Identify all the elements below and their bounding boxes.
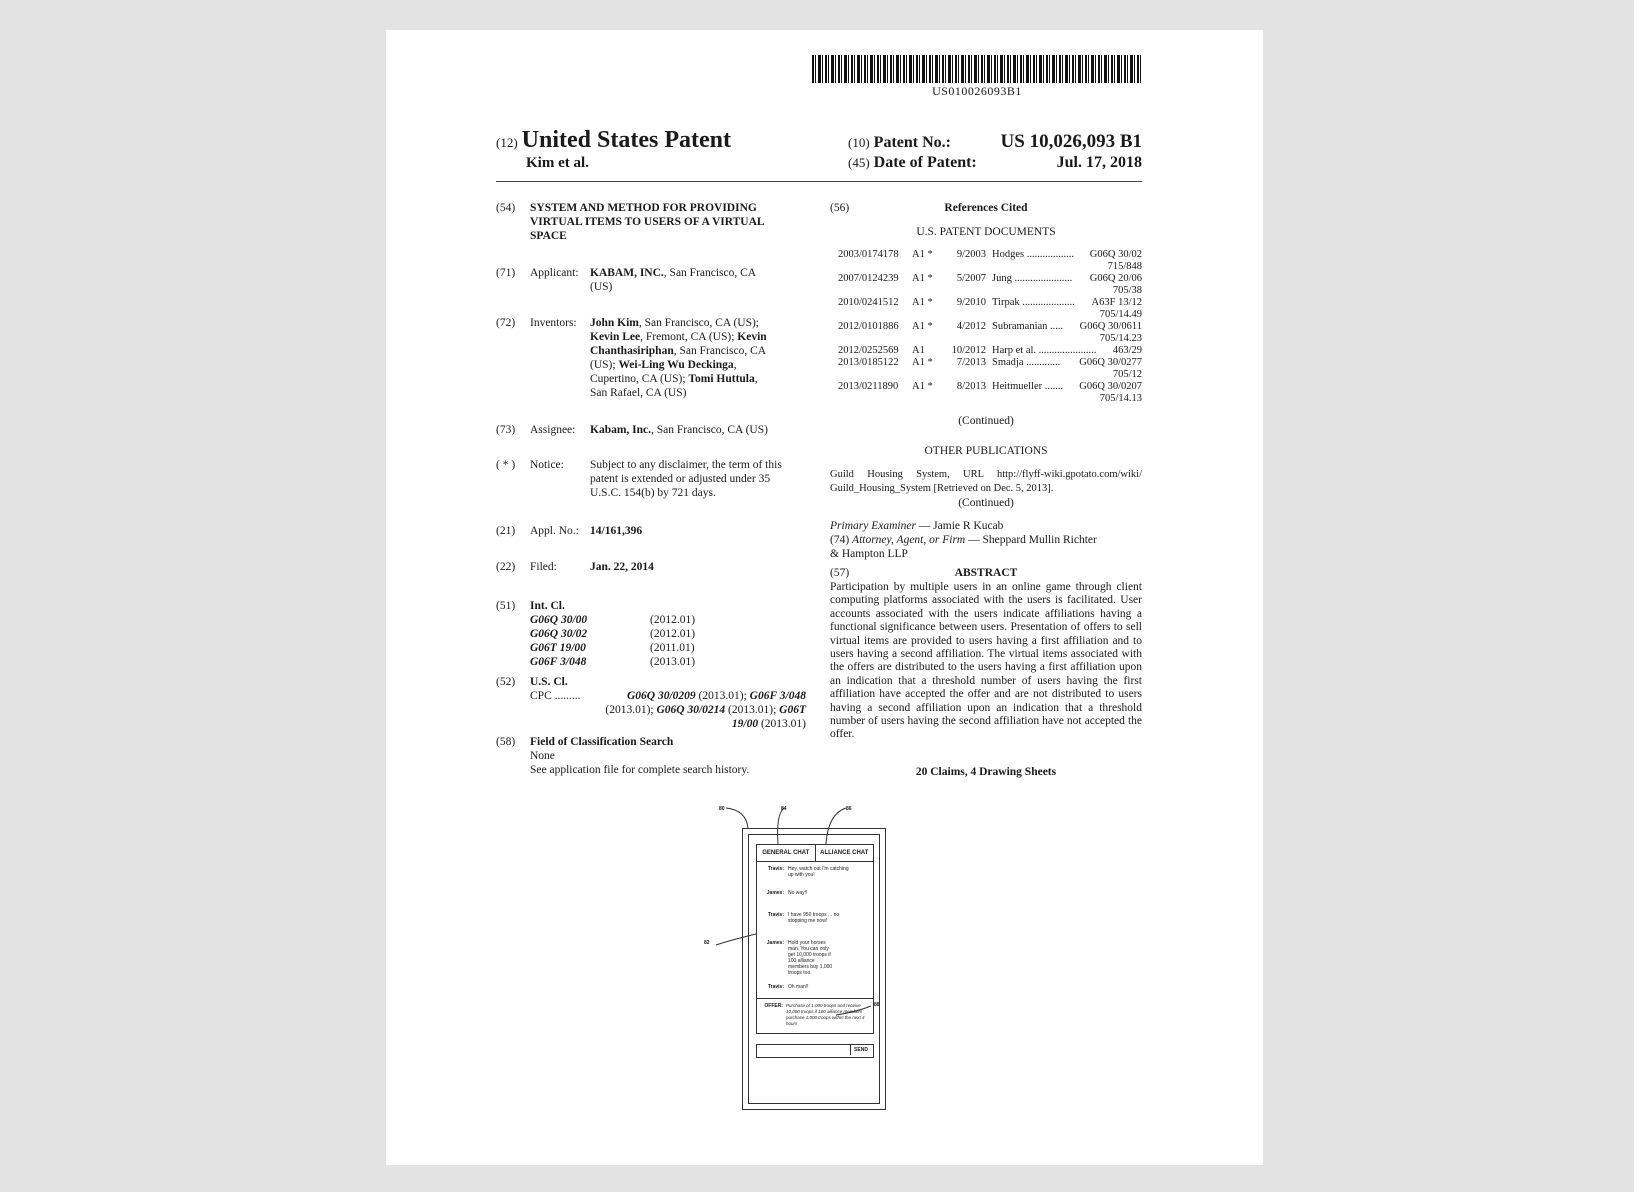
field-58: [496, 735, 806, 777]
field-code: (51): [496, 600, 516, 612]
field-code: (21): [496, 525, 516, 537]
field-56: [830, 201, 1142, 215]
field-label: Field of Classification Search: [530, 736, 674, 748]
reference-number: 2013/0211890: [838, 381, 899, 392]
title-line: VIRTUAL ITEMS TO USERS OF A VIRTUAL: [530, 216, 765, 228]
field-52: [496, 675, 806, 731]
other-publication: Guild Housing System, URL http://flyff-wiki.gpotato.com/wiki/ Guild_Housing_System [Retrieved on Dec. 5, 2013].: [830, 469, 1142, 494]
reference-row: [838, 345, 1142, 357]
reference-row: [838, 273, 1142, 285]
field-21: [496, 524, 642, 538]
patent-page: [386, 30, 1263, 1165]
reference-kind: A1: [912, 345, 925, 356]
field-72: [496, 316, 810, 400]
field-label: U.S. Cl.: [530, 676, 568, 688]
code-45: (45): [848, 155, 870, 170]
reference-name: Hodges ..................: [992, 249, 1074, 260]
inventors: [590, 316, 810, 400]
reference-number: 2007/0124239: [838, 273, 899, 284]
reference-kind: A1 *: [912, 321, 933, 332]
code-10: (10): [848, 135, 870, 150]
reference-class: G06Q 30/0277: [1079, 357, 1142, 368]
reference-row: [838, 381, 1142, 393]
chat-message: Travis: Oh man!!: [767, 984, 809, 990]
notice-line: Subject to any disclaimer, the term of this: [590, 459, 782, 471]
header-divider: [496, 181, 1142, 182]
reference-class: G06Q 30/0611: [1079, 321, 1142, 332]
cpc-label: CPC .........: [530, 690, 581, 702]
notice-text: [590, 458, 808, 500]
field-code: (72): [496, 317, 516, 329]
classification-search: Field of Classification Search None See application file for complete search history.: [530, 735, 806, 777]
reference-class: 463/29: [1112, 345, 1142, 356]
field-notice: [496, 458, 808, 500]
inventor-location: Cupertino, CA (US);: [590, 373, 689, 385]
reference-class: A63F 13/12: [1091, 297, 1142, 308]
field-code: (56): [830, 202, 850, 214]
chat-message: Travis: I have 950 troops ... no stopping me now!: [767, 912, 840, 924]
continued-note: (Continued): [958, 415, 1014, 427]
abstract-text: Participation by multiple users in an online game through client computing platforms associated with the users is facilitated. User accounts associated with the users indicate affiliations having a functional significance between users. Presentation of offers to sell virtual items are provided to users having a first affiliation and to users having a second affiliation. The virtual items associated with the offers are distributed to the users having a first affiliation upon an indication that a threshold number of users having the first affiliation have accepted the offer and are not distributed to users having a second affiliation upon an indication that a threshold number of users having the second affiliation have not accepted the offer.: [830, 581, 1142, 741]
assignee-name: Kabam, Inc.: [590, 424, 652, 436]
barcode-number: US010026093B1: [932, 84, 1022, 98]
field-22: [496, 560, 654, 574]
reference-name: Smadja .............: [992, 357, 1061, 368]
field-label: Filed:: [530, 561, 557, 573]
patent-date: Jul. 17, 2018: [1056, 154, 1142, 171]
reference-row: [838, 249, 1142, 261]
field-code: (73): [496, 424, 516, 436]
field-label: Notice:: [530, 459, 564, 471]
reference-class: G06Q 20/06: [1089, 273, 1142, 284]
inventor-name: Kevin Lee: [590, 331, 641, 343]
inventor-name: Wei-Ling Wu Deckinga: [618, 359, 734, 371]
applicant-location: (US): [590, 281, 613, 293]
reference-number: 2013/0185122: [838, 357, 899, 368]
patent-number: US 10,026,093 B1: [1000, 131, 1142, 152]
chat-window: [756, 860, 874, 999]
reference-number: 2010/0241512: [838, 297, 899, 308]
reference-date: 5/2007: [956, 273, 986, 284]
patent-number-row: [848, 131, 1142, 153]
notice-line: patent is extended or adjusted under 35: [590, 473, 771, 485]
reference-date: 10/2012: [951, 345, 986, 356]
patent-number-label: Patent No.:: [873, 134, 951, 151]
references-cited-heading: References Cited: [944, 202, 1028, 214]
reference-name: Jung ......................: [992, 273, 1073, 284]
offer-panel[interactable]: [756, 998, 874, 1034]
field-label: Inventors:: [530, 317, 577, 329]
inventor-location: , San Francisco, CA: [673, 345, 767, 357]
field-code: ( * ): [496, 459, 516, 471]
field-51: [496, 599, 740, 669]
inventor-location: San Rafael, CA (US): [590, 387, 687, 399]
field-label: Appl. No.:: [530, 525, 579, 537]
reference-row: [838, 297, 1142, 309]
int-cl-item: G06Q 30/02 (2012.01): [530, 628, 696, 640]
reference-class: G06Q 30/0207: [1079, 381, 1142, 392]
chat-message: James: No way!!: [766, 890, 808, 896]
field-code: (22): [496, 561, 516, 573]
notice-line: U.S.C. 154(b) by 721 days.: [590, 487, 716, 499]
tab-alliance-chat[interactable]: ALLIANCE CHAT: [815, 845, 874, 861]
reference-kind: A1 *: [912, 249, 933, 260]
reference-date: 8/2013: [956, 381, 986, 392]
ref-80: 80: [719, 806, 725, 812]
reference-date: 4/2012: [956, 321, 986, 332]
reference-class: G06Q 30/02: [1089, 249, 1142, 260]
field-code: (52): [496, 676, 516, 688]
patent-date-label: Date of Patent:: [873, 154, 977, 171]
reference-name: Heitmueller .......: [992, 381, 1064, 392]
reference-kind: A1 *: [912, 381, 933, 392]
field-label: Int. Cl.: [530, 600, 565, 612]
title-line: SPACE: [530, 230, 567, 242]
code-12: (12): [496, 135, 518, 150]
reference-number: 2003/0174178: [838, 249, 899, 260]
reference-number: 2012/0101886: [838, 321, 899, 332]
reference-date: 9/2010: [956, 297, 986, 308]
send-button[interactable]: SEND: [850, 1045, 871, 1055]
ref-82: 82: [704, 940, 710, 946]
assignee-location: , San Francisco, CA (US): [651, 424, 768, 436]
reference-row: [838, 321, 1142, 333]
inventor-location: ,: [754, 373, 758, 385]
reference-kind: A1 *: [912, 273, 933, 284]
reference-row: [838, 357, 1142, 369]
reference-subclass: 715/848: [1107, 261, 1142, 272]
reference-number: 2012/0252569: [838, 345, 899, 356]
filed-date: Jan. 22, 2014: [590, 561, 654, 573]
field-73: [496, 423, 768, 437]
continued-note: (Continued): [958, 497, 1014, 509]
inventor-name: John Kim: [590, 317, 639, 329]
field-57: [830, 566, 1142, 580]
reference-date: 7/2013: [956, 357, 986, 368]
int-cl: [530, 599, 740, 669]
field-label: Assignee:: [530, 424, 576, 436]
tab-general-chat[interactable]: GENERAL CHAT: [762, 850, 810, 856]
other-publications-heading: OTHER PUBLICATIONS: [924, 445, 1048, 457]
examiner: Primary Examiner — Jamie R Kucab (74) Attorney, Agent, or Firm — Sheppard Mullin Richter & Hampton LLP: [830, 520, 1097, 560]
applicant-location: , San Francisco, CA: [663, 267, 757, 279]
field-code: (57): [830, 567, 850, 579]
inventor-location: , San Francisco, CA (US);: [638, 317, 759, 329]
chat-message: James: Hold your horses man. You can only get 10,000 troops if 100 alliance members buy 1,000 troops too.: [766, 940, 833, 976]
inventor-name: Tomi Huttula: [688, 373, 755, 385]
inventor-location: (US);: [590, 359, 619, 371]
reference-subclass: 705/14.49: [1099, 309, 1142, 320]
barcode: [812, 55, 1142, 83]
field-code: (58): [496, 736, 516, 748]
reference-name: Harp et al. ......................: [992, 345, 1097, 356]
field-54: [496, 201, 820, 243]
inventor-name: Kevin: [737, 331, 767, 343]
patent-title-block: [496, 127, 731, 154]
applicant: [590, 266, 780, 294]
reference-subclass: 705/14.13: [1099, 393, 1142, 404]
reference-name: Subramanian .....: [992, 321, 1064, 332]
us-patent-documents-heading: U.S. PATENT DOCUMENTS: [916, 226, 1056, 238]
field-code: (71): [496, 267, 516, 279]
int-cl-item: G06T 19/00 (2011.01): [530, 642, 695, 654]
reference-kind: A1 *: [912, 357, 933, 368]
reference-date: 9/2003: [956, 249, 986, 260]
inventor-name: Chanthasiriphan: [590, 345, 674, 357]
int-cl-item: G06Q 30/00 (2012.01): [530, 614, 696, 626]
claims-summary: 20 Claims, 4 Drawing Sheets: [915, 766, 1057, 778]
patent-title: United States Patent: [521, 127, 731, 153]
reference-kind: A1 *: [912, 297, 933, 308]
abstract-heading: ABSTRACT: [954, 567, 1018, 579]
applicant-name: KABAM, INC.: [590, 267, 664, 279]
ref-88: 88: [874, 1002, 880, 1008]
reference-subclass: 705/12: [1112, 369, 1142, 380]
inventor-location: ,: [733, 359, 737, 371]
field-71: [496, 266, 780, 294]
title-line: SYSTEM AND METHOD FOR PROVIDING: [530, 202, 757, 214]
int-cl-item: G06F 3/048 (2013.01): [530, 656, 696, 668]
field-label: Applicant:: [530, 267, 579, 279]
inventor-location: , Fremont, CA (US);: [640, 331, 738, 343]
patent-date-row: [848, 154, 1142, 172]
field-code: (54): [496, 202, 516, 214]
patent-authors: Kim et al.: [526, 155, 589, 171]
offer-text: Purchase of 1,000 troops and receive 10,000 troops if 100 alliance members purchase 1,000 troops within the next 4 hours: [786, 1003, 865, 1026]
reference-name: Tirpak ....................: [992, 297, 1075, 308]
offer-label: OFFER:: [764, 1003, 783, 1009]
chat-message: Travis: Hey, watch out I'm catching up with you!: [767, 866, 849, 878]
us-cl: U.S. Cl. CPC ......... G06Q 30/0209 (2013.01); G06F 3/048 (2013.01); G06Q 30/0214 (2013.01); G06T 19/00 (2013.01): [530, 676, 806, 730]
ref-84: 84: [781, 806, 787, 812]
invention-title: [530, 201, 820, 243]
ref-86: 86: [846, 806, 852, 812]
reference-subclass: 705/38: [1112, 285, 1142, 296]
reference-subclass: 705/14.23: [1099, 333, 1142, 344]
application-number: 14/161,396: [590, 525, 643, 537]
